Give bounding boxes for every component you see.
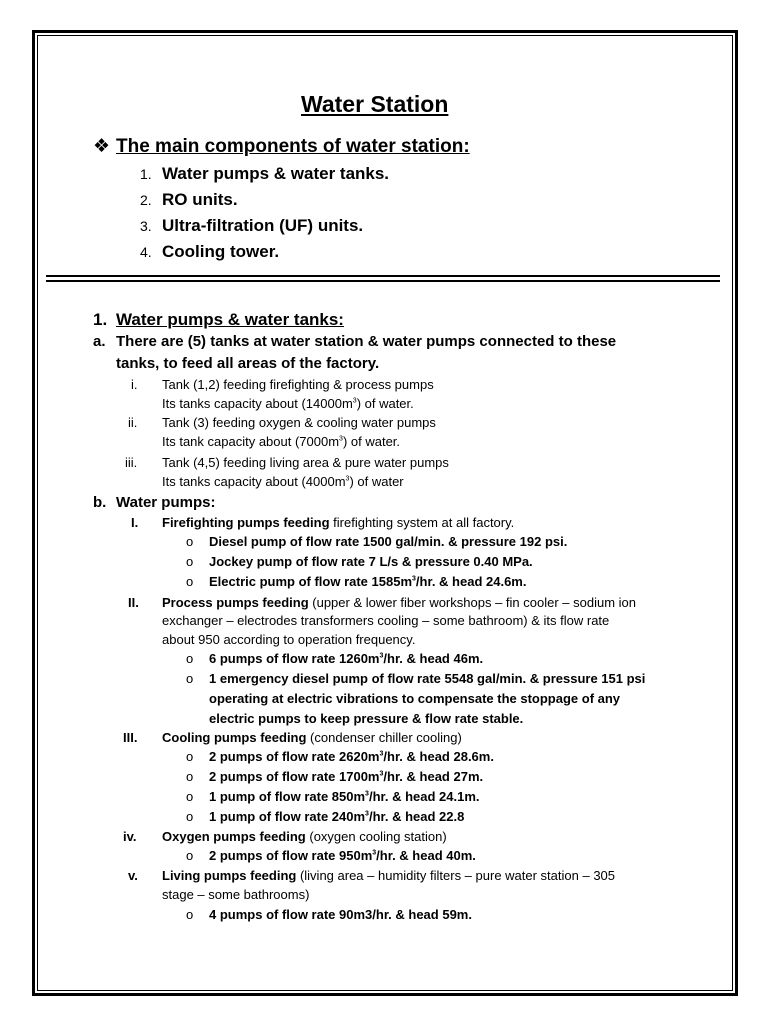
component-number: 2. — [140, 192, 152, 208]
group-number: I. — [131, 515, 139, 530]
divider-line — [46, 280, 720, 282]
group-description-line: about 950 according to operation frequency. — [162, 632, 416, 647]
group-number: iv. — [123, 829, 137, 844]
pump-item: 1 pump of flow rate $240m^3/hr$. & head 22.8 — [209, 809, 465, 824]
section-number: 1. — [93, 310, 108, 329]
bullet-icon: o — [186, 848, 194, 863]
subsection-heading: Water pumps: — [116, 494, 216, 511]
component-item: Ultra-filtration (UF) units. — [162, 216, 364, 235]
tank-description: Tank (4,5) feeding living area & pure water pumps — [162, 455, 449, 470]
pump-item-line: operating at electric vibrations to compensate the stoppage of any — [209, 691, 621, 706]
group-description: Firefighting pumps feeding firefighting system at all factory. — [162, 515, 515, 530]
pump-item: Electric pump of flow rate $1585m^3/hr$. & head 24.6m. — [209, 574, 527, 589]
components-bullet-icon: ❖ — [93, 136, 111, 157]
group-number: III. — [123, 730, 138, 745]
bullet-icon: o — [186, 769, 194, 784]
tank-number: ii. — [128, 415, 138, 430]
pump-item: 1 pump of flow rate $850m^3/hr$. & head 24.1m. — [209, 789, 480, 804]
components-heading: The main components of water station: — [116, 136, 470, 157]
tank-capacity: Its tanks capacity about $(14000m^3)$ of water. — [162, 396, 414, 411]
group-description-line: stage – some bathrooms) — [162, 887, 310, 902]
group-number: v. — [128, 868, 138, 883]
pump-item: Diesel pump of flow rate 1500 gal/min. & pressure 192 psi. — [209, 534, 568, 549]
bullet-icon: o — [186, 809, 194, 824]
page-title: Water Station — [301, 91, 449, 117]
bullet-icon: o — [186, 907, 194, 922]
component-item: Water pumps & water tanks. — [162, 164, 390, 183]
tank-number: iii. — [125, 455, 138, 470]
section-heading: Water pumps & water tanks: — [116, 310, 344, 329]
bullet-icon: o — [186, 651, 194, 666]
bullet-icon: o — [186, 574, 194, 589]
tank-description: Tank (1,2) feeding firefighting & process pumps — [162, 377, 434, 392]
bullet-icon: o — [186, 554, 194, 569]
pump-item: 4 pumps of flow rate 90m3/hr. & head 59m. — [209, 907, 472, 922]
list-label-b: b. — [93, 494, 107, 511]
paragraph-line: There are (5) tanks at water station & water pumps connected to these — [116, 333, 617, 350]
group-number: II. — [128, 595, 139, 610]
bullet-icon: o — [186, 534, 194, 549]
group-description: Oxygen pumps feeding (oxygen cooling station) — [162, 829, 447, 844]
pump-item: 2 pumps of flow rate $950m^3/hr$. & head 40m. — [209, 848, 476, 863]
divider-line — [46, 275, 720, 277]
tank-capacity: Its tank capacity about $(7000m^3)$ of water. — [162, 434, 401, 449]
component-number: 3. — [140, 218, 152, 234]
group-description: Process pumps feeding (upper & lower fiber workshops – fin cooler – sodium ion — [162, 595, 636, 610]
tank-description: Tank (3) feeding oxygen & cooling water pumps — [162, 415, 436, 430]
bullet-icon: o — [186, 671, 194, 686]
pump-item: 1 emergency diesel pump of flow rate 5548 gal/min. & pressure 151 psi — [209, 671, 646, 686]
tank-number: i. — [131, 377, 138, 392]
pump-item-line: electric pumps to keep pressure & flow rate stable. — [209, 711, 524, 726]
pump-item: Jockey pump of flow rate 7 L/s & pressure 0.40 MPa. — [209, 554, 533, 569]
bullet-icon: o — [186, 789, 194, 804]
component-item: Cooling tower. — [162, 242, 280, 261]
paragraph-line: tanks, to feed all areas of the factory. — [116, 355, 380, 372]
component-item: RO units. — [162, 190, 238, 209]
group-description: Cooling pumps feeding (condenser chiller cooling) — [162, 730, 462, 745]
pump-item: 2 pumps of flow rate $1700m^3/hr$. & head 27m. — [209, 769, 484, 784]
tank-capacity: Its tanks capacity about $(4000m^3)$ of water — [162, 474, 404, 489]
pump-item: 2 pumps of flow rate $2620m^3/hr$. & head 28.6m. — [209, 749, 494, 764]
component-number: 4. — [140, 244, 152, 260]
component-number: 1. — [140, 166, 152, 182]
group-description-line: exchanger – electrodes transformers cooling – some bathroom) & its flow rate — [162, 613, 610, 628]
list-label-a: a. — [93, 333, 106, 350]
group-description: Living pumps feeding (living area – humidity filters – pure water station – 305 — [162, 868, 616, 883]
pump-item: 6 pumps of flow rate $1260m^3/hr$. & head 46m. — [209, 651, 484, 666]
bullet-icon: o — [186, 749, 194, 764]
